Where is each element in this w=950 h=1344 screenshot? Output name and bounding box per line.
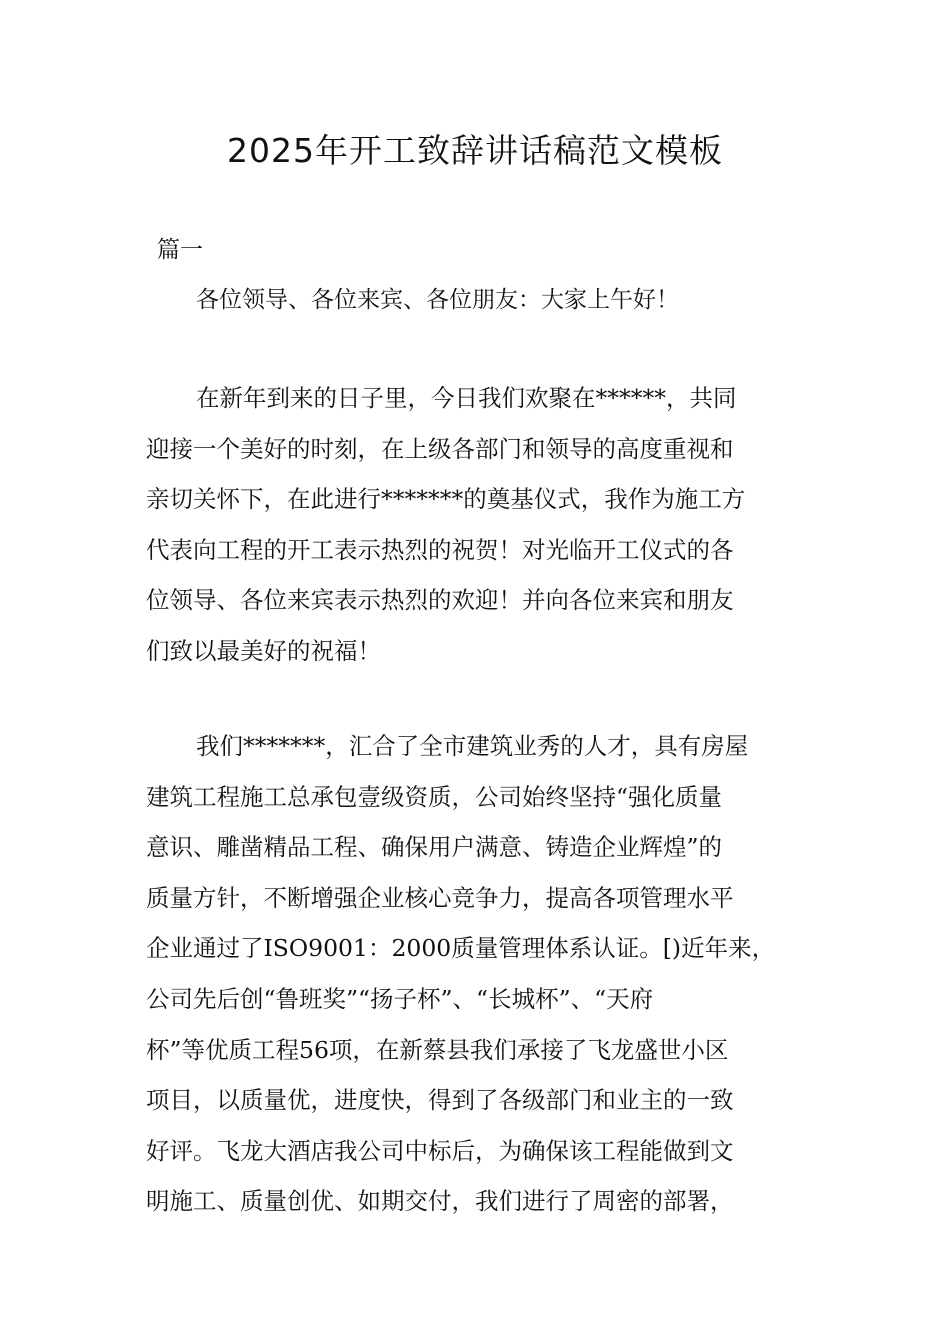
paragraph-line: 好评。飞龙大酒店我公司中标后，为确保该工程能做到文 — [146, 1136, 734, 1165]
paragraph-line: 迎接一个美好的时刻，在上级各部门和领导的高度重视和 — [146, 434, 734, 463]
paragraph-line: 代表向工程的开工表示热烈的祝贺！对光临开工仪式的各 — [146, 535, 734, 564]
section-heading: 篇一 — [157, 237, 203, 263]
paragraph-line: 项目，以质量优，进度快，得到了各级部门和业主的一致 — [146, 1086, 734, 1115]
paragraph-line: 亲切关怀下，在此进行*******的奠基仪式，我作为施工方 — [146, 485, 746, 514]
paragraph-line: 公司先后创“鲁班奖”“扬子杯”、“长城杯”、“天府 — [146, 984, 654, 1013]
paragraph-line: 意识、雕凿精品工程、确保用户满意、铸造企业辉煌”的 — [146, 833, 723, 862]
greeting-line: 各位领导、各位来宾、各位朋友：大家上午好！ — [196, 287, 679, 313]
paragraph-line: 建筑工程施工总承包壹级资质，公司始终坚持“强化质量 — [146, 782, 723, 811]
paragraph-line: 杯”等优质工程56项，在新蔡县我们承接了飞龙盛世小区 — [146, 1035, 729, 1064]
paragraph-line: 质量方针，不断增强企业核心竞争力，提高各项管理水平 — [146, 883, 734, 912]
paragraph-line: 企业通过了ISO9001：2000质量管理体系认证。[)近年来， — [146, 934, 776, 963]
paragraph-opening — [146, 373, 816, 677]
paragraph-line: 们致以最美好的祝福！ — [146, 636, 381, 665]
paragraph-company — [146, 721, 816, 1227]
paragraph-line: 位领导、各位来宾表示热烈的欢迎！并向各位来宾和朋友 — [146, 586, 734, 615]
paragraph-line: 明施工、质量创优、如期交付，我们进行了周密的部署， — [146, 1187, 734, 1216]
document-title: 2025年开工致辞讲话稿范文模板 — [227, 131, 723, 170]
paragraph-line: 我们*******，汇合了全市建筑业秀的人才，具有房屋 — [196, 732, 749, 760]
paragraph-line: 在新年到来的日子里，今日我们欢聚在******，共同 — [196, 384, 737, 412]
